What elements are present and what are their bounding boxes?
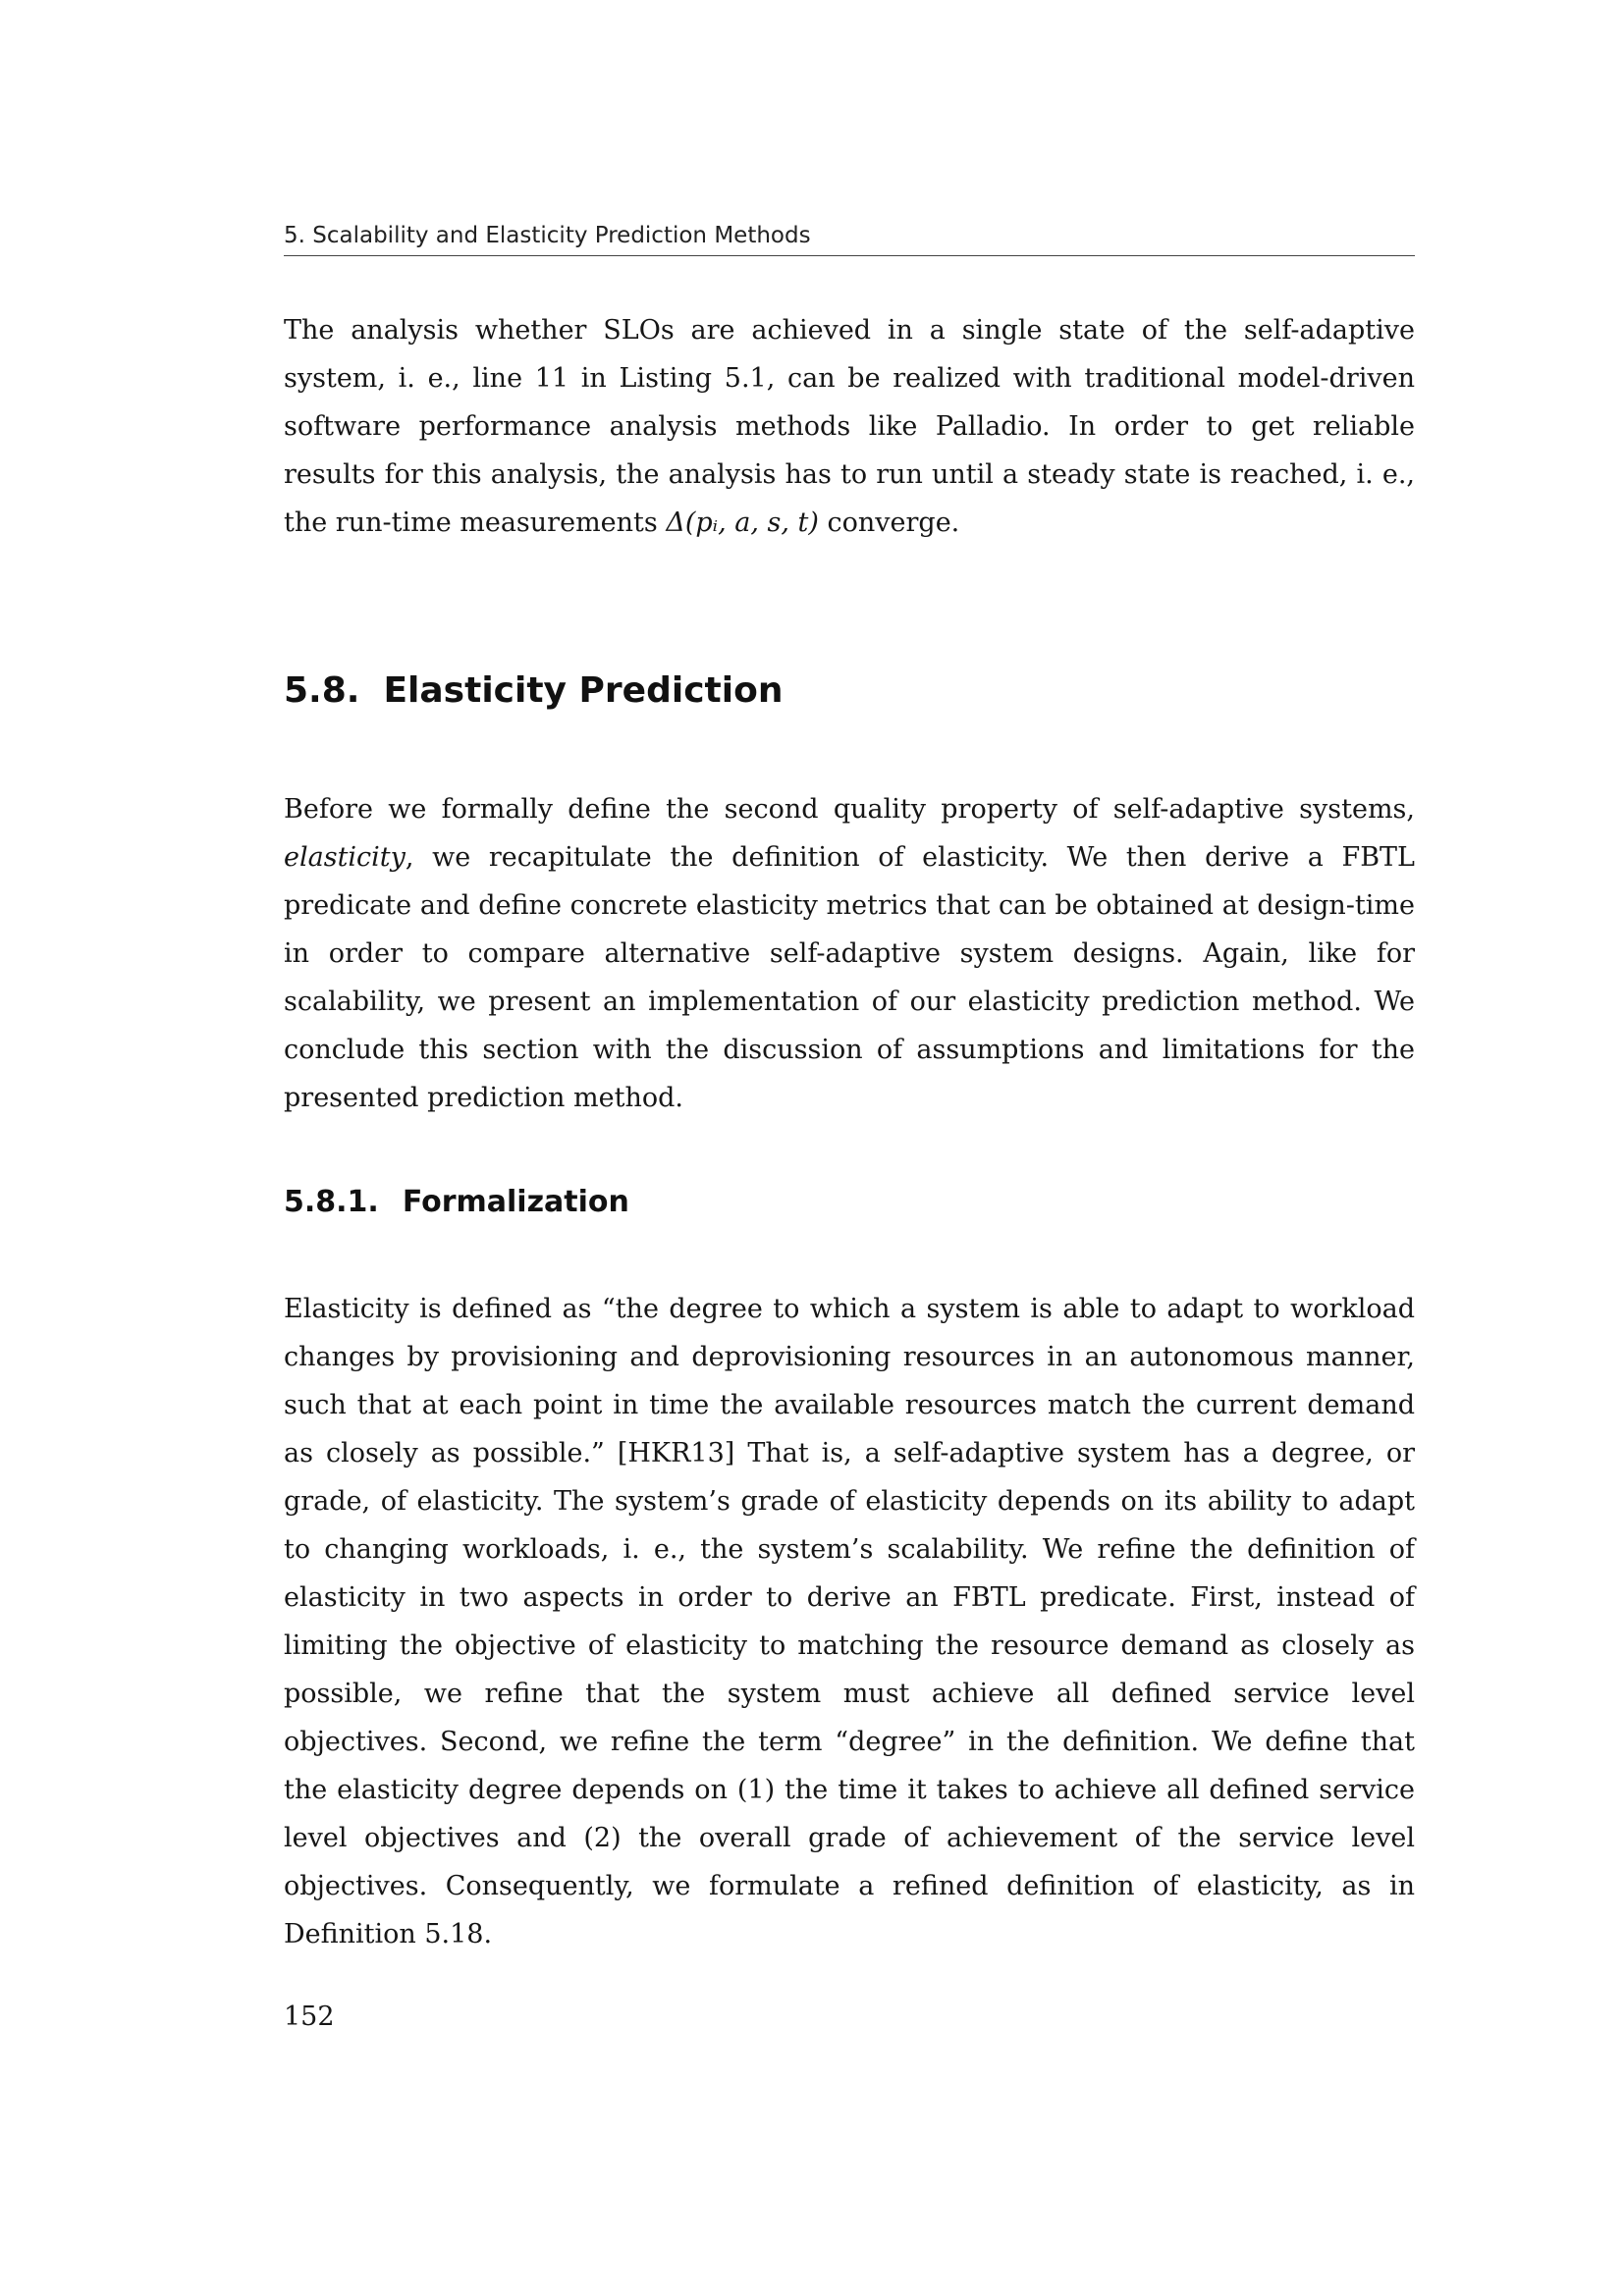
paragraph-section-intro [284,785,1415,1122]
formula-run-time-measurements: Δ(pᵢ, a, s, t) [666,507,819,538]
paragraph-text: The analysis whether SLOs are achieved in a single state of the self-adaptive system, i. e., line 11 in Listing 5.1, can be realized with traditional model-driven software performance analysis methods like Palladio. In order to get reliable results for this analysis, the analysis has to run until a steady state is reached, i. e., the run-time measurements [284,315,1415,538]
paragraph-elasticity-definition: Elasticity is defined as “the degree to which a system is able to adapt to workload changes by provisioning and deprovisioning resources in an autonomous manner, such that at each point in time the available resources match the current demand as closely as possible.” [HKR13] That is, a self-adaptive system has a degree, or grade, of elasticity. The system’s grade of elasticity depends on its ability to adapt to changing workloads, i. e., the system’s scalability. We refine the definition of elasticity in two aspects in order to derive an FBTL predicate. First, instead of limiting the objective of elasticity to matching the resource demand as closely as possible, we refine that the system must achieve all defined service level objectives. Second, we refine the term “degree” in the definition. We define that the elasticity degree depends on (1) the time it takes to achieve all defined service level objectives and (2) the overall grade of achievement of the service level objectives. Consequently, we formulate a refined definition of elasticity, as in Definition 5.18. [284,1294,1415,1949]
section-heading [284,669,783,713]
section-number: 5.8. [284,670,360,711]
subsection-heading [284,1184,629,1221]
paragraph-text-after: , we recapitulate the definition of elasticity. We then derive a FBTL predicate and define concrete elasticity metrics that can be obtained at design-time in order to compare alternative self-adaptive system designs. Again, like for scalability, we present an implementation of our elasticity prediction method. We conclude this section with the discussion of assumptions and limitations for the presented prediction method. [284,842,1415,1113]
paragraph-text-before: Before we formally define the second quality property of self-adaptive systems, [284,794,1415,825]
header-rule [284,255,1415,256]
paragraph-steady-state [284,306,1415,547]
emphasis-elasticity: elasticity [284,842,406,873]
subsection-title-text: Formalization [402,1185,629,1219]
subsection-number: 5.8.1. [284,1185,379,1219]
paragraph-ending: converge. [818,507,960,538]
running-head: 5. Scalability and Elasticity Prediction Methods [284,223,811,248]
section-title-text: Elasticity Prediction [383,670,784,711]
page-number: 152 [284,2002,335,2032]
